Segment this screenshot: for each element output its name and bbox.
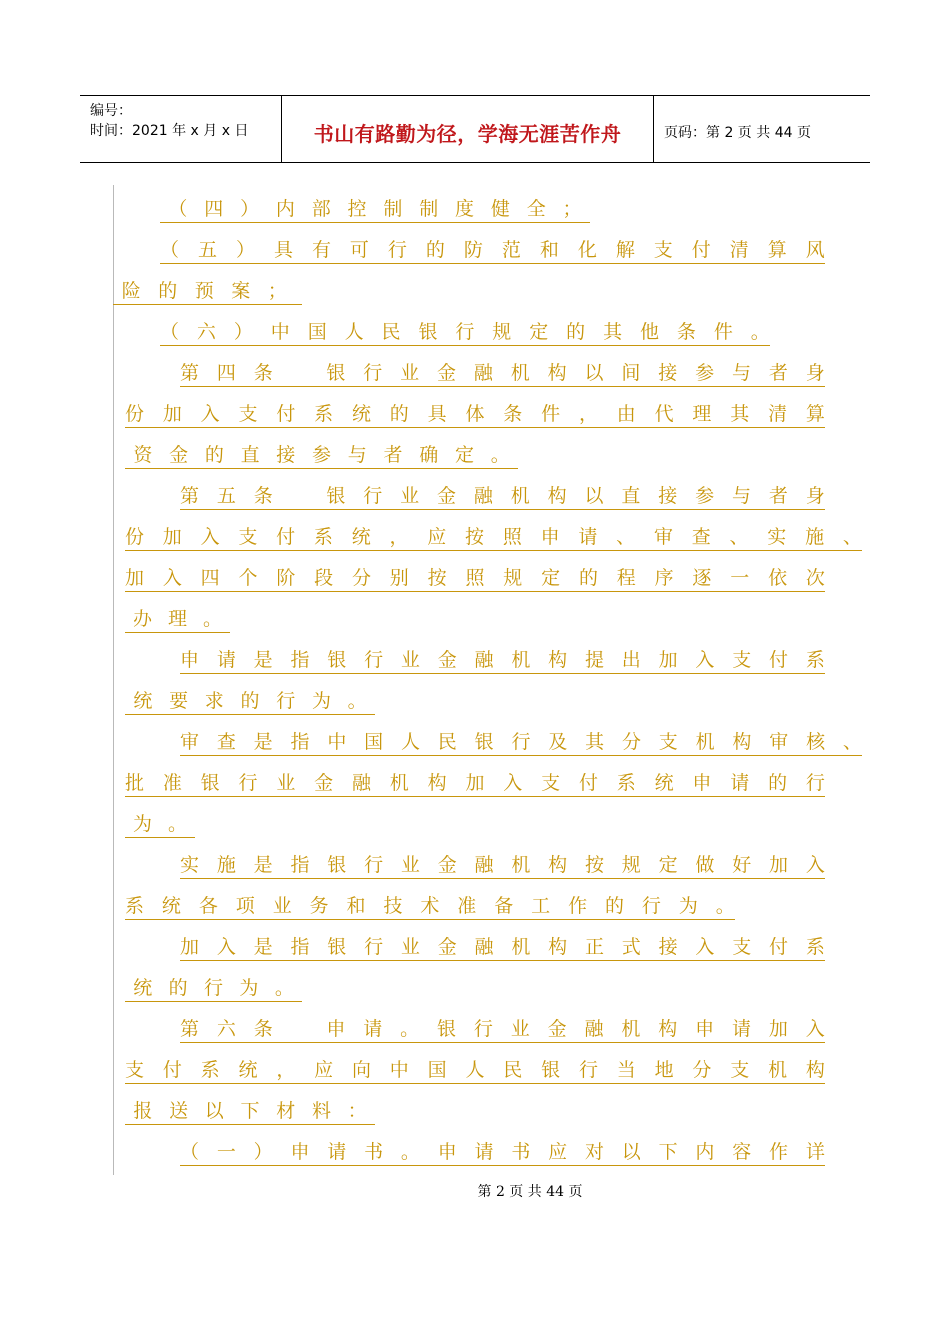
- header-motto-cell: [282, 96, 654, 162]
- body-line: 支 付 系 统 ， 应 向 中 国 人 民 银 行 当 地 分 支 机 构: [125, 1056, 825, 1084]
- body-line: （ 四 ） 内 部 控 制 制 度 健 全 ；: [160, 195, 590, 223]
- body-line: 第 六 条 申 请 。 银 行 业 金 融 机 构 申 请 加 入: [180, 1015, 825, 1043]
- body-line: 加 入 四 个 阶 段 分 别 按 照 规 定 的 程 序 逐 一 依 次: [125, 564, 825, 592]
- header-motto: 书山有路勤为径，学海无涯苦作舟: [313, 122, 622, 146]
- body-line: 为 。: [125, 810, 195, 838]
- body-line: 系 统 各 项 业 务 和 技 术 准 备 工 作 的 行 为 。: [125, 892, 735, 920]
- left-margin-line: [113, 185, 114, 1175]
- document-code-label: 编号：: [90, 103, 132, 119]
- body-line: 办 理 。: [125, 605, 230, 633]
- body-line: 报 送 以 下 材 料 ：: [125, 1097, 375, 1125]
- body-line: 统 的 行 为 。: [125, 974, 302, 1002]
- body-line: 第 五 条 银 行 业 金 融 机 构 以 直 接 参 与 者 身: [180, 482, 825, 510]
- body-line: （ 六 ） 中 国 人 民 银 行 规 定 的 其 他 条 件 。: [160, 318, 770, 346]
- body-line: 统 要 求 的 行 为 。: [125, 687, 375, 715]
- body-line: 实 施 是 指 银 行 业 金 融 机 构 按 规 定 做 好 加 入: [180, 851, 825, 879]
- body-line: 份 加 入 支 付 系 统 ， 应 按 照 申 请 、 审 查 、 实 施 、: [125, 523, 862, 551]
- page-footer: 第 2 页 共 44 页: [477, 1184, 583, 1200]
- header-meta-cell: [80, 96, 282, 162]
- body-line: 加 入 是 指 银 行 业 金 融 机 构 正 式 接 入 支 付 系: [180, 933, 825, 961]
- body-line: 审 查 是 指 中 国 人 民 银 行 及 其 分 支 机 构 审 核 、: [180, 728, 862, 756]
- body-line: （ 一 ） 申 请 书 。 申 请 书 应 对 以 下 内 容 作 详: [180, 1138, 825, 1166]
- body-line: 份 加 入 支 付 系 统 的 具 体 条 件 ， 由 代 理 其 清 算: [125, 400, 825, 428]
- body-line: 第 四 条 银 行 业 金 融 机 构 以 间 接 参 与 者 身: [180, 359, 825, 387]
- header-page-number: 页码：第 2 页 共 44 页: [664, 125, 811, 141]
- body-line: 批 准 银 行 业 金 融 机 构 加 入 支 付 系 统 申 请 的 行: [125, 769, 825, 797]
- body-line: 险 的 预 案 ；: [113, 277, 302, 305]
- body-line: （ 五 ） 具 有 可 行 的 防 范 和 化 解 支 付 清 算 风: [160, 236, 825, 264]
- body-line: 资 金 的 直 接 参 与 者 确 定 。: [125, 441, 518, 469]
- page-header: [80, 95, 870, 163]
- header-page-cell: [654, 96, 870, 162]
- body-line: 申 请 是 指 银 行 业 金 融 机 构 提 出 加 入 支 付 系: [180, 646, 825, 674]
- document-date: 时间：2021 年 x 月 x 日: [90, 123, 249, 139]
